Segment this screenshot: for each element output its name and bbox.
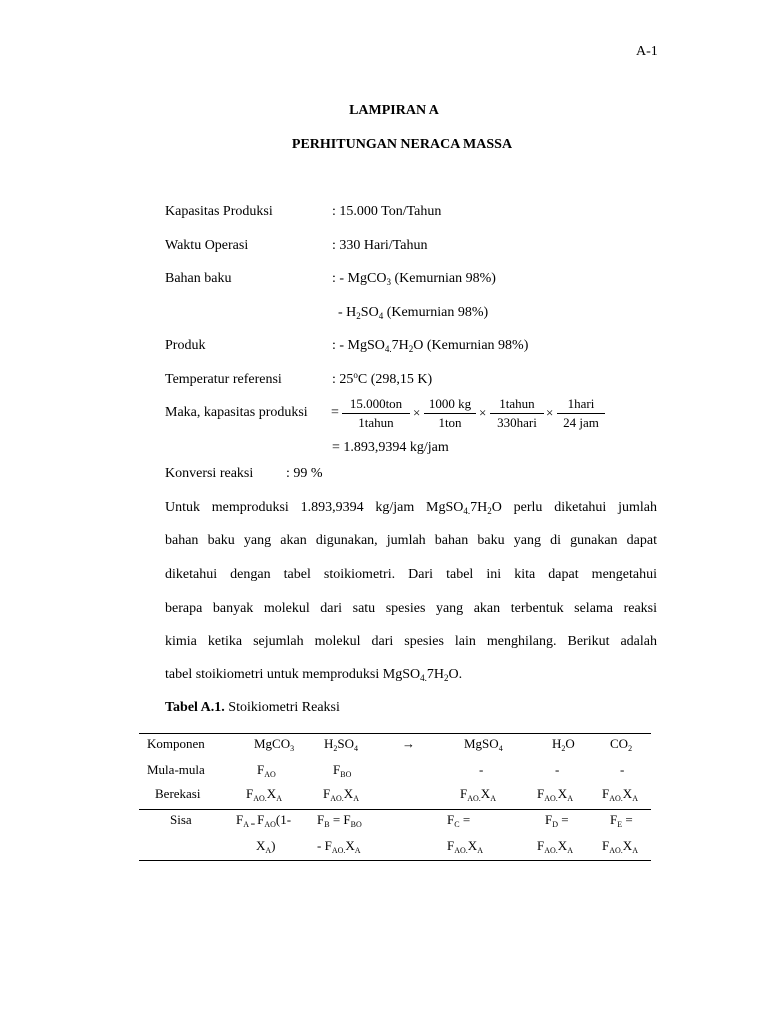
konversi-value: : 99 % (286, 466, 323, 481)
sisa-h2so4-line2: - $F_{AO.}X_A$ (317, 838, 361, 855)
sisa-co2-line1: $F_E$ = (610, 812, 633, 829)
mula-co2: - (620, 762, 625, 777)
fraction-2 (424, 396, 476, 431)
sisa-h2o-line1: $F_D$ = (545, 812, 569, 829)
bahan-value-1: : - MgCO$_3$ (Kemurnian 98%) (332, 271, 496, 287)
header-co2: $CO_2$ (610, 736, 633, 753)
capacity-result: = 1.893,9394 kg/jam (332, 440, 449, 455)
maka-label: Maka, kapasitas produksi (165, 405, 308, 420)
page-subtitle: PERHITUNGAN NERACA MASSA (291, 137, 513, 152)
fraction-3-den: 330hari (497, 415, 537, 430)
berekasi-mgso4: $F_{AO.}X_A$ (460, 786, 496, 803)
paragraph-line-2: bahan baku yang akan digunakan, jumlah bahan baku yang di gunakan dapat (165, 533, 657, 548)
waktu-value: : 330 Hari/Tahun (332, 238, 428, 253)
fraction-4-den: 24 jam (563, 415, 599, 430)
fraction-3 (490, 396, 544, 431)
fraction-1-den: 1tahun (358, 415, 394, 430)
times-sign-1: × (413, 405, 421, 420)
page-title: LAMPIRAN A (349, 103, 439, 118)
berekasi-h2o: $F_{AO.}X_A$ (537, 786, 573, 803)
sisa-label: Sisa (170, 812, 192, 827)
sisa-mgso4-line1: $F_C$ = (447, 812, 471, 829)
fraction-3-num: 1tahun (490, 396, 544, 414)
fraction-4-num: 1hari (557, 396, 605, 414)
sisa-mgso4-line2: $F_{AO.}X_A$ (447, 838, 483, 855)
times-sign-3: × (546, 405, 554, 420)
paragraph-line-3: diketahui dengan tabel stoikiometri. Dari tabel ini kita dapat mengetahui (165, 567, 657, 582)
sisa-h2o-line2: $F_{AO.}X_A$ (537, 838, 573, 855)
berekasi-mgco3: $F_{AO.}X_A$ (246, 786, 282, 803)
temp-value: : 25$^o$C (298,15 K) (332, 370, 433, 387)
sisa-mgco3-line1: $F_{A =}$ $F_{AO}(1-$ (236, 812, 292, 829)
paragraph-line-5: kimia ketika sejumlah molekul dari spesies lain menghilang. Berikut adalah (165, 634, 657, 649)
mula-h2so4: $F_{BO}$ (333, 762, 352, 779)
mula-label: Mula-mula (147, 762, 205, 777)
times-sign-2: × (479, 405, 487, 420)
paragraph-line-6: tabel stoikiometri untuk memproduksi $MgSO_{4.}7H_2O$. (165, 667, 463, 683)
konversi-label: Konversi reaksi (165, 466, 254, 481)
equals-sign: = (331, 405, 339, 420)
berekasi-h2so4: $F_{AO.}X_A$ (323, 786, 359, 803)
paragraph-line-4: berapa banyak molekul dari satu spesies yang akan terbentuk selama reaksi (165, 601, 657, 616)
page-number: A-1 (636, 44, 658, 59)
fraction-1 (342, 396, 410, 431)
mula-mgso4: - (479, 762, 484, 777)
header-arrow: → (402, 736, 415, 751)
bahan-value-2: - $H_2SO_4$ (Kemurnian 98%) (338, 305, 489, 321)
sisa-h2so4-line1: $F_B = F_{BO}$ (317, 812, 362, 829)
bahan-label: Bahan baku (165, 271, 232, 286)
waktu-label: Waktu Operasi (165, 238, 249, 253)
berekasi-label: Berekasi (155, 786, 201, 801)
temp-label: Temperatur referensi (165, 372, 282, 387)
table-caption: Tabel A.1. Stoikiometri Reaksi (165, 700, 340, 715)
produk-value: : - $MgSO_{4.}7H_2O$ (Kemurnian 98%) (332, 338, 529, 354)
table-mid-rule (139, 809, 651, 810)
fraction-1-num: 15.000ton (342, 396, 410, 414)
header-mgso4: MgSO$_4$ (464, 736, 503, 753)
header-komponen: Komponen (147, 736, 205, 751)
mula-h2o: - (555, 762, 560, 777)
fraction-2-num: 1000 kg (424, 396, 476, 414)
header-h2so4: $H_2SO_4$ (324, 736, 359, 753)
fraction-2-den: 1ton (438, 415, 462, 430)
table-top-rule (139, 733, 651, 734)
sisa-mgco3-line2: $X_A$) (256, 838, 276, 855)
produk-label: Produk (165, 338, 206, 353)
sisa-co2-line2: $F_{AO.}X_A$ (602, 838, 638, 855)
kapasitas-value: : 15.000 Ton/Tahun (332, 204, 442, 219)
fraction-4 (557, 396, 605, 431)
mula-mgco3: $F_{AO}$ (257, 762, 276, 779)
header-mgco3: MgCO$_3$ (254, 736, 295, 753)
kapasitas-label: Kapasitas Produksi (165, 204, 273, 219)
table-bottom-rule (139, 860, 651, 861)
berekasi-co2: $F_{AO.}X_A$ (602, 786, 638, 803)
paragraph-line-1: Untuk memproduksi 1.893,9394 kg/jam $MgSO_{4.}7H_2O$ perlu diketahui jumlah (165, 500, 657, 516)
header-h2o: $H_2O$ (552, 736, 575, 753)
